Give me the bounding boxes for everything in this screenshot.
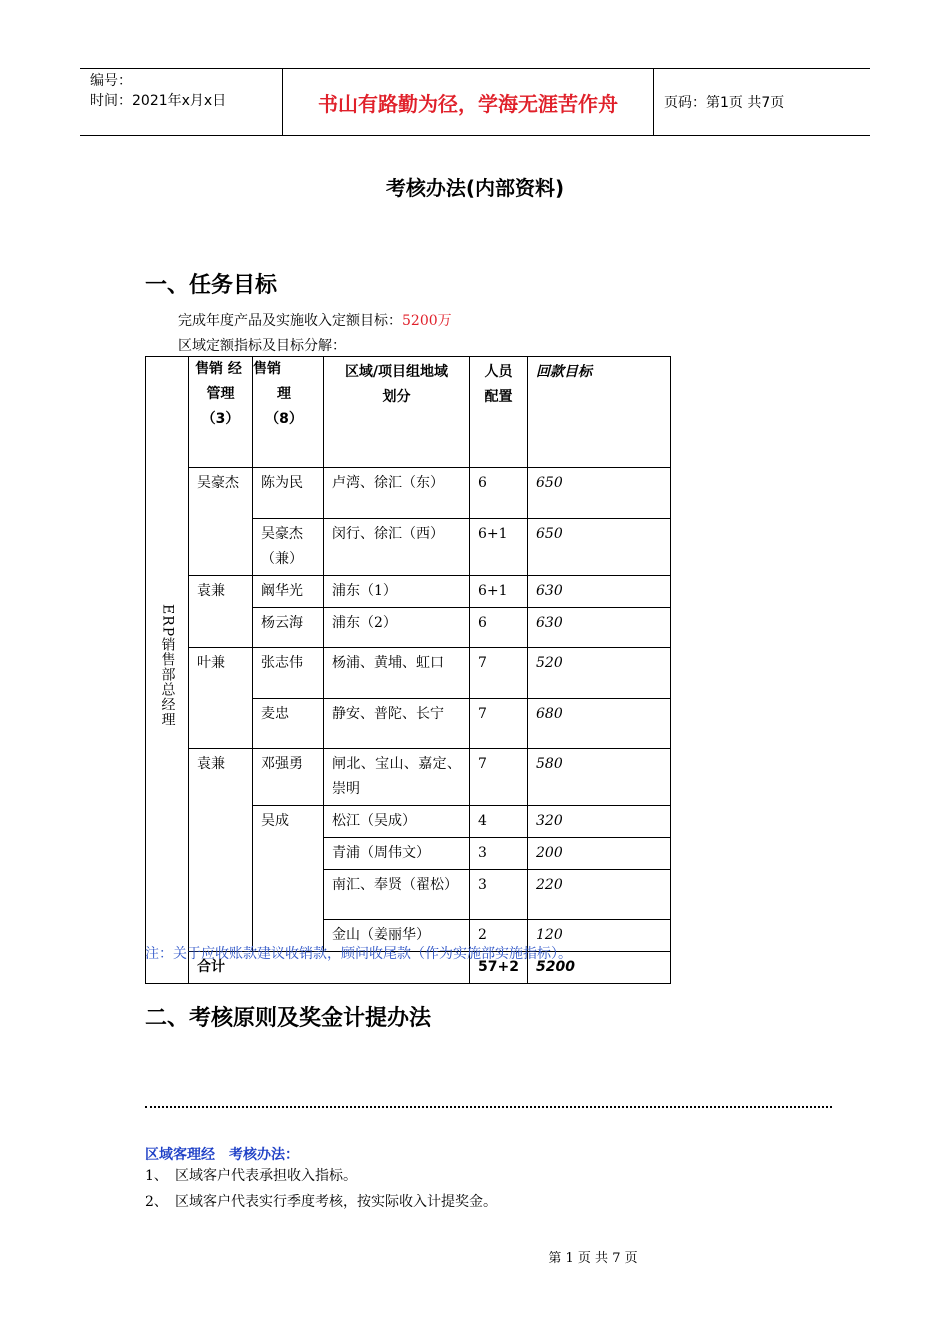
sales-cell: 邓强勇: [253, 749, 324, 806]
target-line: [178, 311, 452, 331]
dotted-divider: [145, 1106, 832, 1108]
breakdown-line: 区域定额指标及目标分解：: [178, 338, 346, 354]
region-cell: 闵行、徐汇（西）: [324, 519, 470, 576]
target-cell: 580: [528, 749, 671, 806]
region-cell: 南汇、奉贤（翟松）: [324, 870, 470, 920]
sales-cell: 吴成: [253, 806, 324, 952]
mgr-cell: 袁兼: [189, 576, 253, 648]
header-meta: [80, 69, 282, 135]
staff-cell: 3: [470, 870, 528, 920]
section2-heading: 二、考核原则及奖金计提办法: [145, 1006, 432, 1031]
staff-cell: 7: [470, 648, 528, 699]
header-page-info: 页码：第1页 共7页: [664, 95, 785, 111]
document-title: 考核办法(内部资料): [385, 176, 565, 200]
staff-cell: 6+1: [470, 519, 528, 576]
target-cell: 520: [528, 648, 671, 699]
staff-cell: 7: [470, 699, 528, 749]
header-motto: 书山有路勤为径，学海无涯苦作舟: [282, 69, 654, 135]
header-staff: 人员 配置: [470, 357, 528, 468]
section1-heading: 一、任务目标: [145, 273, 278, 298]
target-label: 完成年度产品及实施收入定额目标：: [178, 313, 402, 329]
table-note: 注：关于应收账款建议收销款，顾问收尾款（作为实施部实施指标）。: [145, 946, 572, 962]
sales-cell: 陈为民: [253, 468, 324, 519]
target-cell: 650: [528, 519, 671, 576]
sales-cell: 阚华光: [253, 576, 324, 608]
sales-cell: 杨云海: [253, 608, 324, 648]
staff-cell: 6: [470, 608, 528, 648]
doc-date: 时间：2021年x月x日: [90, 93, 227, 109]
page-footer: 第 1 页 共 7 页: [548, 1251, 638, 1266]
sales-cell: 麦忠: [253, 699, 324, 749]
total-target: 5200: [528, 952, 671, 984]
method-heading: 区域客理经 考核办法：: [145, 1147, 299, 1163]
region-cell: 金山（姜丽华）: [324, 920, 470, 952]
mgr-cell: 袁兼: [189, 749, 253, 952]
sales-cell: 张志伟: [253, 648, 324, 699]
region-cell: 青浦（周伟文）: [324, 838, 470, 870]
region-cell: 静安、普陀、长宁: [324, 699, 470, 749]
staff-cell: 2: [470, 920, 528, 952]
staff-cell: 3: [470, 838, 528, 870]
region-cell: 浦东（2）: [324, 608, 470, 648]
region-cell: 卢湾、徐汇（东）: [324, 468, 470, 519]
region-cell: 浦东（1）: [324, 576, 470, 608]
page-header: [80, 68, 870, 136]
staff-cell: 6: [470, 468, 528, 519]
staff-cell: 6+1: [470, 576, 528, 608]
region-cell: 松江（吴成）: [324, 806, 470, 838]
region-cell: 闸北、宝山、嘉定、崇明: [324, 749, 470, 806]
target-cell: 220: [528, 870, 671, 920]
header-mgr: 售销 经 管理 （3）: [189, 357, 253, 468]
region-cell: 杨浦、黄埔、虹口: [324, 648, 470, 699]
quota-table: [145, 356, 671, 984]
method-item: 2、 区域客户代表实行季度考核，按实际收入计提奖金。: [145, 1194, 497, 1210]
sales-cell: 吴豪杰（兼）: [253, 519, 324, 576]
target-cell: 680: [528, 699, 671, 749]
target-value: 5200万: [402, 313, 452, 329]
total-label: 合计: [189, 952, 470, 984]
header-target: 回款目标: [528, 357, 671, 468]
header-region: 区域/项目组地域 划分: [324, 357, 470, 468]
target-cell: 200: [528, 838, 671, 870]
staff-cell: 7: [470, 749, 528, 806]
mgr-cell: 叶兼: [189, 648, 253, 749]
doc-number-label: 编号：: [90, 73, 132, 89]
target-cell: 630: [528, 576, 671, 608]
total-staff: 57+2: [470, 952, 528, 984]
target-cell: 650: [528, 468, 671, 519]
target-cell: 120: [528, 920, 671, 952]
staff-cell: 4: [470, 806, 528, 838]
header-sales: 售销 理 （8）: [253, 357, 324, 468]
mgr-cell: 吴豪杰: [189, 468, 253, 576]
method-item: 1、 区域客户代表承担收入指标。: [145, 1168, 357, 1184]
side-label: ERP销售部总经理: [159, 603, 176, 728]
target-cell: 630: [528, 608, 671, 648]
target-cell: 320: [528, 806, 671, 838]
side-label-cell: [146, 357, 189, 984]
